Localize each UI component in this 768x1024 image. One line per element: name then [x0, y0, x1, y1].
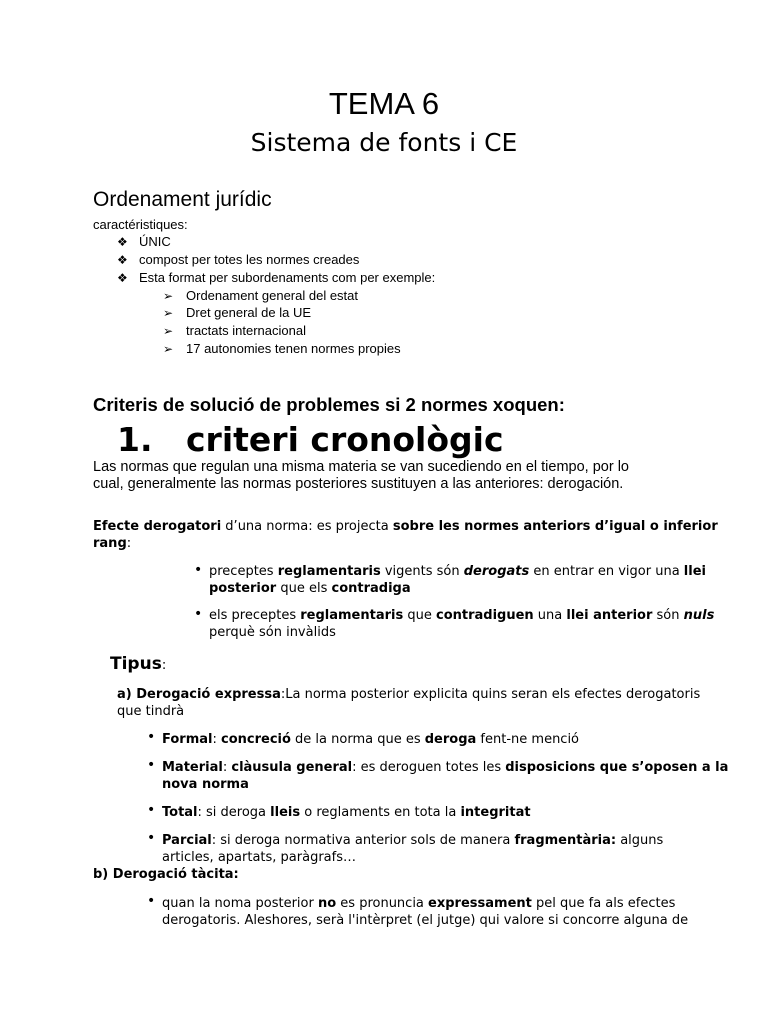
text: preceptes — [209, 564, 278, 579]
derogacio-expressa-line — [117, 687, 700, 702]
section-heading-ordenament: Ordenament jurídic — [93, 188, 272, 211]
bold-text: lleis — [270, 805, 301, 820]
bold-text: Parcial — [162, 833, 212, 848]
text: es pronuncia — [336, 896, 429, 911]
text: els preceptes — [209, 608, 301, 623]
characteristics-label: caractéristiques: — [93, 217, 188, 232]
bullet-line — [209, 581, 411, 596]
text: són — [652, 608, 684, 623]
bold-text: integritat — [460, 805, 531, 820]
bold-text: deroga — [424, 732, 477, 747]
bullet-icon: • — [147, 757, 156, 773]
total-line — [162, 805, 531, 820]
text: vigents són — [380, 564, 464, 579]
formal-line — [162, 732, 579, 747]
material-line-2 — [162, 777, 249, 792]
text: : — [161, 658, 167, 673]
criterion-number: 1. — [117, 420, 153, 459]
list-item: Esta format per subordenaments com per exemple: — [139, 270, 436, 285]
arrow-bullet-icon: ➢ — [163, 324, 174, 338]
tacita-line — [162, 896, 675, 911]
bold-text: reglamentaris — [277, 564, 381, 579]
diamond-bullet-icon: ❖ — [117, 235, 128, 249]
bullet-icon: • — [147, 802, 156, 818]
bold-italic-text: nuls — [683, 608, 715, 623]
diamond-bullet-icon: ❖ — [117, 271, 128, 285]
text: : — [212, 732, 221, 747]
list-subitem: tractats internacional — [186, 323, 306, 338]
bold-text: b) Derogació tàcita: — [93, 867, 239, 882]
bullet-line: perquè són invàlids — [209, 625, 336, 640]
diamond-bullet-icon: ❖ — [117, 253, 128, 267]
document-subtitle: Sistema de fonts i CE — [250, 128, 518, 157]
text: : — [126, 536, 132, 551]
bold-text: llei anterior — [566, 608, 653, 623]
text: quan la noma posterior — [162, 896, 318, 911]
list-item: ÚNIC — [139, 234, 171, 249]
bullet-icon: • — [194, 562, 203, 578]
derogacio-expressa-line-2: que tindrà — [117, 704, 185, 719]
tacita-line-2: derogatoris. Aleshores, serà l'intèrpret (el jutge) qui valore si concorre alguna de — [162, 913, 689, 928]
tipus-heading — [110, 654, 166, 674]
bold-text: rang — [93, 536, 127, 551]
bold-text: no — [317, 896, 337, 911]
material-line — [162, 760, 728, 775]
text: fent-ne menció — [476, 732, 580, 747]
bold-text: disposicions que s’oposen a la — [505, 760, 729, 775]
bold-text: fragmentària: — [514, 833, 617, 848]
list-subitem: Dret general de la UE — [186, 305, 312, 320]
bold-text: Material — [162, 760, 223, 775]
text: : si deroga normativa anterior sols de manera — [211, 833, 515, 848]
efecte-line-2 — [93, 536, 131, 551]
text: o reglaments en tota la — [300, 805, 461, 820]
bullet-line — [209, 564, 706, 579]
arrow-bullet-icon: ➢ — [163, 289, 174, 303]
bold-text: posterior — [209, 581, 277, 596]
bold-text: Formal — [162, 732, 213, 747]
bold-text: contradiga — [331, 581, 411, 596]
bold-text: a) Derogació expressa — [117, 687, 281, 702]
bold-text: sobre les normes anteriors d’igual o inferior — [392, 519, 718, 534]
text: :La norma posterior explicita quins seran els efectes derogatoris — [280, 687, 701, 702]
text: una — [533, 608, 567, 623]
paragraph-line: cual, generalmente las normas posteriores sustituyen a las anteriores: derogación. — [93, 476, 624, 492]
bold-text: reglamentaris — [300, 608, 404, 623]
efecte-line-1 — [93, 519, 718, 534]
bullet-icon: • — [147, 893, 156, 909]
list-item: compost per totes les normes creades — [139, 252, 360, 267]
bold-italic-text: derogats — [463, 564, 530, 579]
text: que — [403, 608, 436, 623]
parcial-line — [162, 833, 663, 848]
derogacio-tacita-heading — [93, 867, 239, 882]
arrow-bullet-icon: ➢ — [163, 342, 174, 356]
arrow-bullet-icon: ➢ — [163, 306, 174, 320]
text: : es deroguen totes les — [352, 760, 506, 775]
bold-text: llei — [683, 564, 706, 579]
list-subitem: Ordenament general del estat — [186, 288, 358, 303]
text: : — [222, 760, 232, 775]
criterion-heading: criteri cronològic — [186, 420, 504, 459]
paragraph-line: Las normas que regulan una misma materia se van sucediendo en el tiempo, por lo — [93, 459, 629, 475]
section-heading-criteris: Criteris de solució de problemes si 2 normes xoquen: — [93, 394, 565, 415]
parcial-line-2: articles, apartats, paràgrafs… — [162, 850, 356, 865]
list-subitem: 17 autonomies tenen normes propies — [186, 341, 401, 356]
bold-text: expressament — [428, 896, 532, 911]
bold-text: Efecte derogatori — [93, 519, 222, 534]
text: pel que fa als efectes — [531, 896, 676, 911]
text: que els — [276, 581, 332, 596]
bold-text: concreció — [221, 732, 291, 747]
text: alguns — [616, 833, 664, 848]
bullet-icon: • — [194, 606, 203, 622]
text: d’una norma: es projecta — [221, 519, 393, 534]
bullet-icon: • — [147, 729, 156, 745]
bullet-icon: • — [147, 830, 156, 846]
bold-text: Tipus — [110, 654, 162, 674]
bold-text: clàusula general — [231, 760, 353, 775]
text: en entrar en vigor una — [529, 564, 684, 579]
text: de la norma que es — [290, 732, 425, 747]
bullet-line — [209, 608, 714, 623]
bold-text: Total — [162, 805, 198, 820]
bold-text: nova norma — [162, 777, 249, 792]
bold-text: contradiguen — [435, 608, 534, 623]
document-title: TEMA 6 — [328, 86, 440, 121]
text: : si deroga — [197, 805, 271, 820]
